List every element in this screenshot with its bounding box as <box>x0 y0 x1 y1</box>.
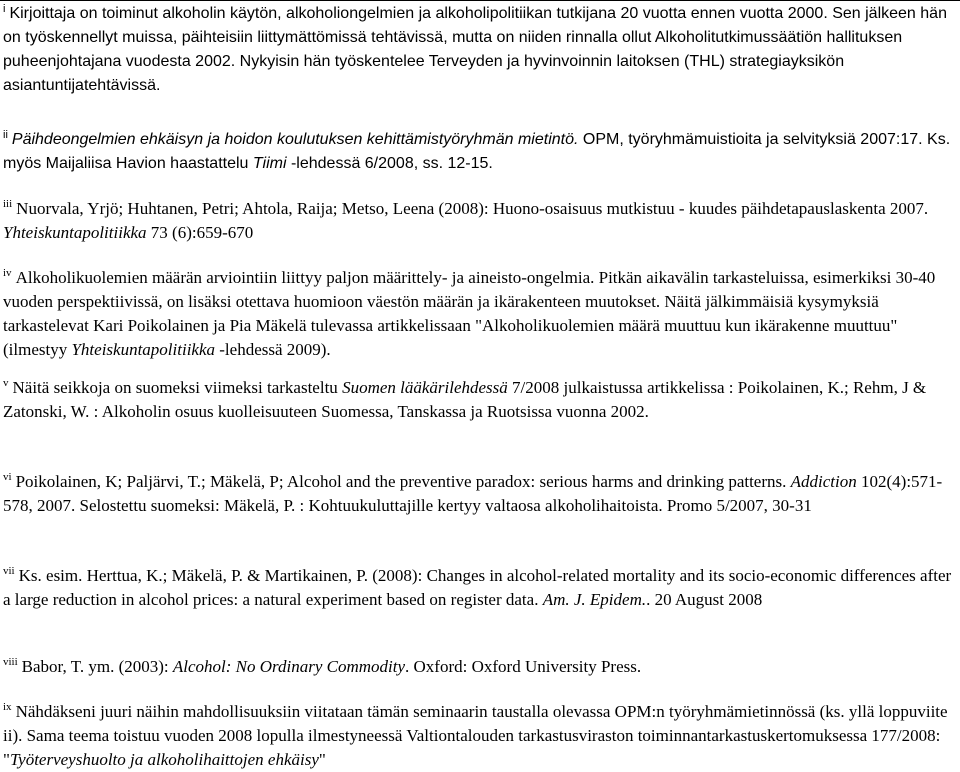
footnote-marker: viii <box>3 656 18 669</box>
journal-title: Suomen lääkärilehdessä <box>342 378 508 397</box>
footnote-vi <box>3 470 955 518</box>
report-title: Työterveyshuolto ja alkoholihaittojen ehkäisy <box>9 750 319 769</box>
footnote-text: -lehdessä 6/2008, ss. 12-15. <box>286 155 493 172</box>
footnote-text: Babor, T. ym. (2003): <box>21 657 173 676</box>
footnote-v <box>3 376 955 424</box>
footnote-ii <box>3 128 955 176</box>
top-rule <box>0 0 960 1</box>
footnote-i <box>3 2 955 98</box>
footnote-marker: vi <box>3 471 12 484</box>
footnote-marker: vii <box>3 565 15 578</box>
footnote-text: Ks. esim. Herttua, K.; Mäkelä, P. & Martikainen, P. (2008): Changes in alcohol-related mortality and its socio-economic differences after a large reduction in alcohol prices: a natural experiment based on register data. <box>3 566 952 609</box>
footnote-marker: ix <box>3 701 12 714</box>
journal-title: Am. J. Epidem. <box>542 590 647 609</box>
footnote-text: -lehdessä 2009). <box>215 340 331 359</box>
footnote-marker: v <box>3 377 9 390</box>
report-title: Päihdeongelmien ehkäisyn ja hoidon koulutuksen kehittämistyöryhmän mietintö. <box>11 131 579 148</box>
footnote-text: Näitä seikkoja on suomeksi viimeksi tarkasteltu <box>12 378 343 397</box>
footnote-viii <box>3 655 955 679</box>
journal-title: Addiction <box>790 472 857 491</box>
journal-title: Yhteiskuntapolitiikka <box>3 223 147 242</box>
footnote-marker: iii <box>3 198 13 211</box>
footnote-ix <box>3 700 955 772</box>
footnote-text: " <box>318 750 326 769</box>
footnote-iv <box>3 266 955 362</box>
journal-title: Tiimi <box>252 155 287 172</box>
footnote-iii <box>3 197 955 245</box>
footnote-text: Nuorvala, Yrjö; Huhtanen, Petri; Ahtola, Raija; Metso, Leena (2008): Huono-osaisuus mutkistuu - kuudes päihdetapauslaskenta 2007. <box>16 199 929 218</box>
footnote-text: 73 (6):659-670 <box>146 223 254 242</box>
book-title: Alcohol: No Ordinary Commodity <box>172 657 406 676</box>
footnote-text: . 20 August 2008 <box>646 590 763 609</box>
footnote-text: Poikolainen, K; Paljärvi, T.; Mäkelä, P; Alcohol and the preventive paradox: serious harms and drinking patterns. <box>15 472 791 491</box>
footnote-marker: iv <box>3 267 12 280</box>
footnote-text: 102(4):571-578, 2007. Selostettu suomeksi: Mäkelä, P. : Kohtuukuluttajille kertyy valtaosa alkoholihaitoista. Promo 5/2007, 30-31 <box>3 472 943 515</box>
footnote-vii <box>3 564 955 612</box>
footnote-text: 7/2008 julkaistussa artikkelissa : Poikolainen, K.; Rehm, J & Zatonski, W. : Alkoholin osuus kuolleisuuteen Suomessa, Tanskassa ja Ruotsissa vuonna 2002. <box>3 378 927 421</box>
footnote-text: Kirjoittaja on toiminut alkoholin käytön, alkoholiongelmien ja alkoholipolitiikan tutkijana 20 vuotta ennen vuotta 2000. Sen jälkeen hän on työskennellyt muissa, päihteisiin liittymättömissä tehtävissä, mutta on niiden rinnalla ollut Alkoholitutkimussäätiön hallituksen puheenjohtajana vuodesta 2002. Nykyisin hän työskentelee Terveyden ja hyvinvoinnin laitoksen (THL) strategiayksikön asiantuntijatehtävissä. <box>3 5 947 94</box>
journal-title: Yhteiskuntapolitiikka <box>71 340 216 359</box>
footnote-marker: i <box>3 2 6 15</box>
footnote-marker: ii <box>3 128 8 141</box>
footnote-text: Nähdäkseni juuri näihin mahdollisuuksiin viitataan tämän seminaarin taustalla olevassa OPM:n työryhmämietinnössä (ks. yllä loppuviite ii). Sama teema toistuu vuoden 2008 lopulla ilmestyneessä Valtiontalouden tarkastusviraston toiminnantarkastuskertomuksessa 177/2008: " <box>3 702 948 769</box>
footnote-text: . Oxford: Oxford University Press. <box>405 657 642 676</box>
footnote-text: Alkoholikuolemien määrän arviointiin liittyy paljon määrittely- ja aineisto-ongelmia. Pitkän aikavälin tarkasteluissa, esimerkiksi 30-40 vuoden perspektiivissä, on lisäksi otettava huomioon väestön määrän ja ikärakenteen muutokset. Näitä jälkimmäisiä kysymyksiä tarkastelevat Kari Poikolainen ja Pia Mäkelä tulevassa artikkelissaan "Alkoholikuolemien määrä muuttuu kun ikärakenne muuttuu" (ilmestyy <box>3 268 936 359</box>
footnote-text: OPM, työryhmämuistioita ja selvityksiä 2007:17. Ks. myös Maijaliisa Havion haastattelu <box>3 131 951 172</box>
